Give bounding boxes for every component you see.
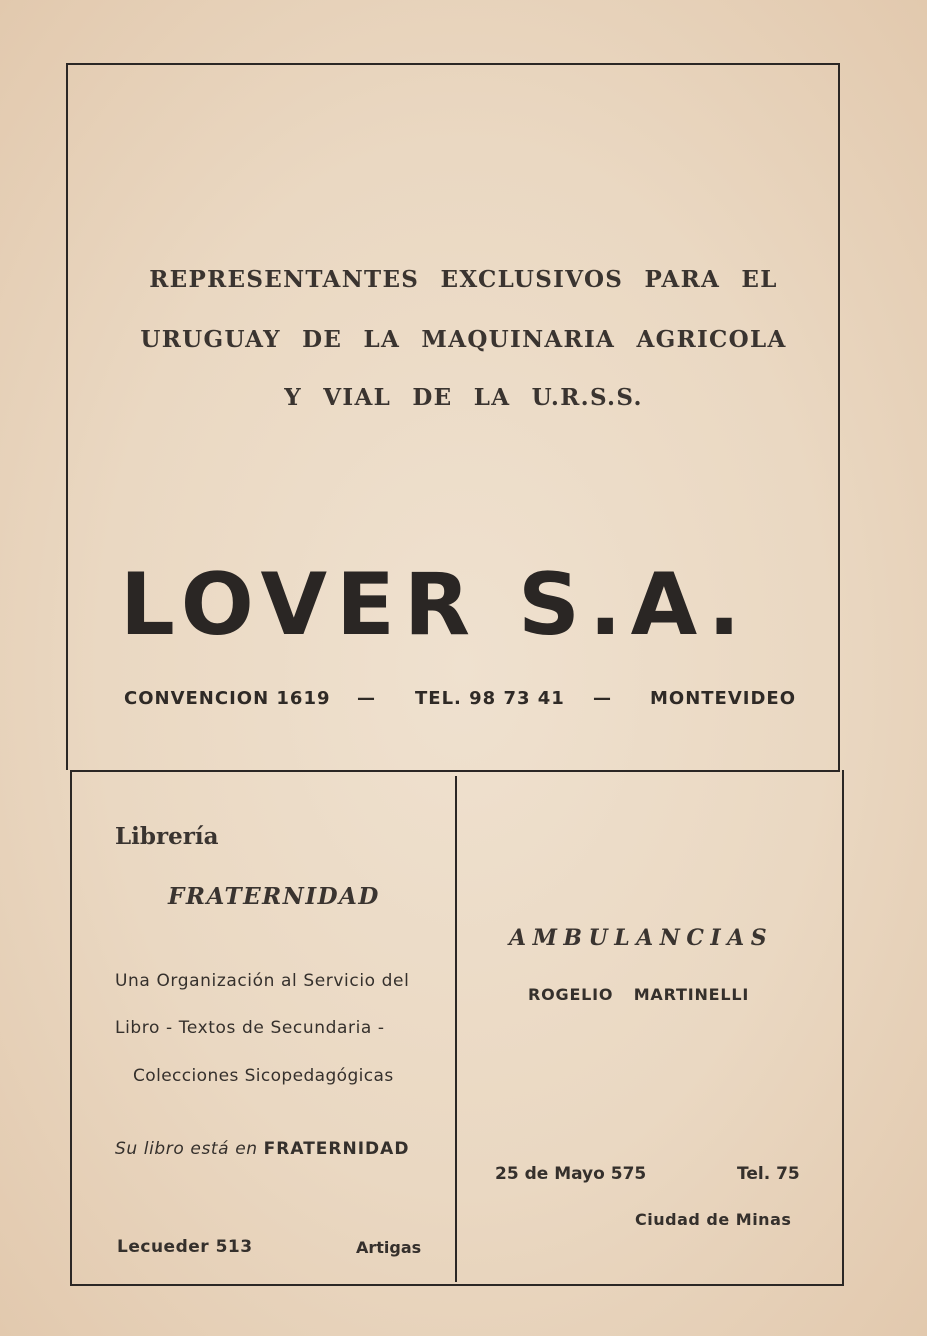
ambulance-address: 25 de Mayo 575	[495, 1164, 647, 1184]
frame-right-border	[838, 63, 840, 772]
lower-right-border	[842, 770, 844, 1285]
bookstore-address: Lecueder 513	[117, 1237, 253, 1257]
bookstore-label: Librería	[115, 823, 219, 850]
company-name: LOVER S.A.	[120, 555, 750, 655]
bookstore-name: FRATERNIDAD	[168, 883, 380, 910]
lower-left-border	[70, 770, 72, 1285]
company-phone: TEL. 98 73 41	[415, 688, 565, 709]
bookstore-city: Artigas	[356, 1238, 422, 1257]
company-city: MONTEVIDEO	[650, 688, 797, 709]
ambulance-owner: ROGELIO MARTINELLI	[528, 985, 750, 1004]
frame-left-border	[66, 63, 68, 770]
frame-top-border	[66, 63, 838, 65]
headline-line-2: URUGUAY DE LA MAQUINARIA AGRICOLA	[140, 326, 787, 353]
separator-1: —	[357, 688, 376, 709]
bookstore-slogan-prefix: Su libro está en	[115, 1139, 258, 1159]
ambulance-title: AMBULANCIAS	[509, 925, 774, 951]
bookstore-description-line-1: Una Organización al Servicio del	[115, 971, 410, 991]
bookstore-slogan	[115, 1139, 409, 1159]
ambulance-city: Ciudad de Minas	[635, 1210, 792, 1229]
company-address: CONVENCION 1619	[124, 688, 331, 709]
headline-line-3: Y VIAL DE LA U.R.S.S.	[284, 384, 643, 411]
headline-line-1: REPRESENTANTES EXCLUSIVOS PARA EL	[149, 266, 778, 293]
lower-center-divider	[455, 776, 457, 1282]
ambulance-phone: Tel. 75	[737, 1164, 800, 1184]
separator-2: —	[593, 688, 612, 709]
bookstore-slogan-name: FRATERNIDAD	[263, 1139, 410, 1159]
frame-bottom-border	[70, 1284, 844, 1286]
bookstore-description-line-2: Libro - Textos de Secundaria -	[115, 1018, 385, 1038]
bookstore-description-line-3: Colecciones Sicopedagógicas	[133, 1066, 394, 1086]
frame-middle-divider	[72, 770, 840, 772]
